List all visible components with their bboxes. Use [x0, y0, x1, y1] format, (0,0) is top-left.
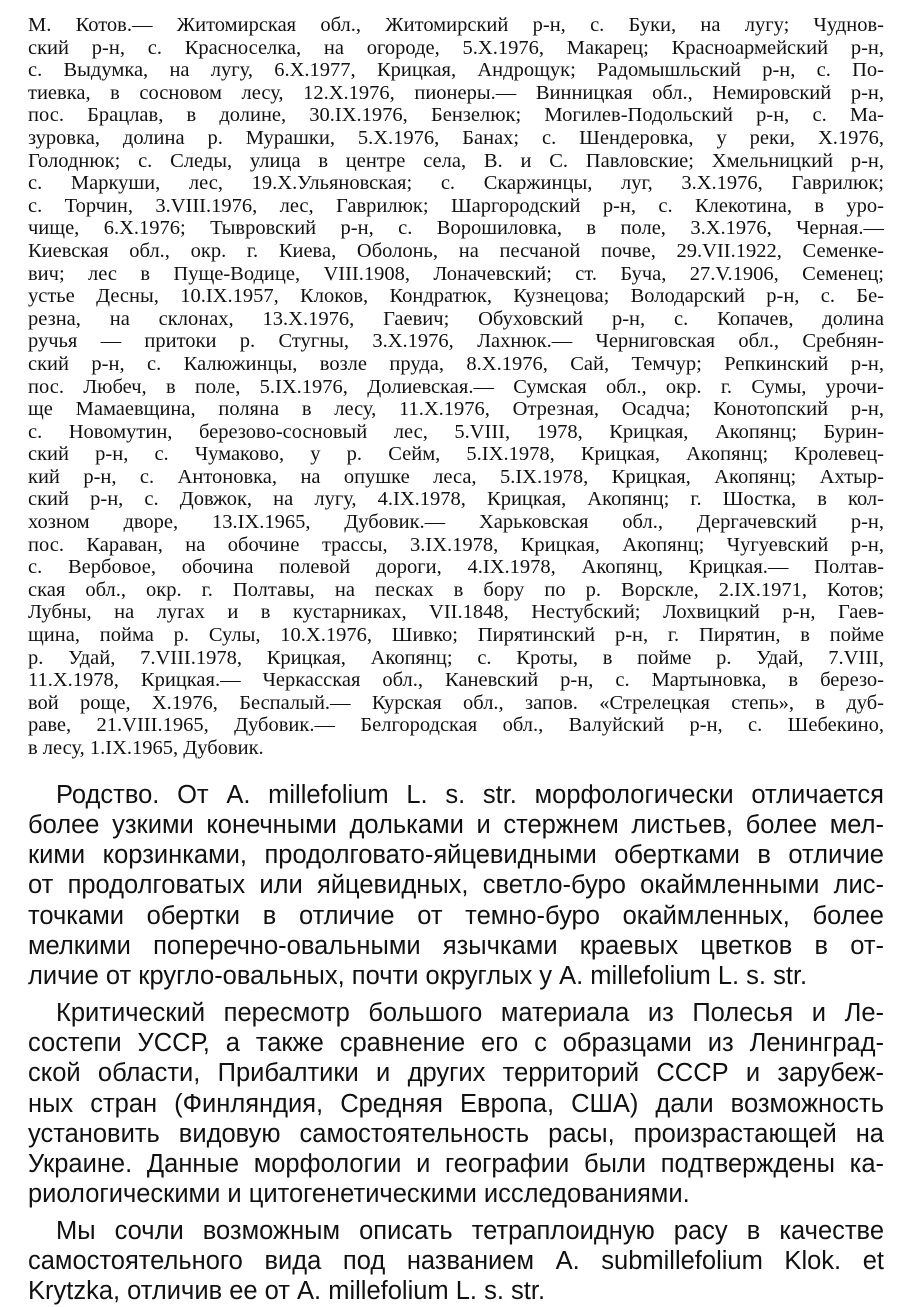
paragraph-line: состепи УССР, а также сравнение его с образцами из Ленинград- [28, 1028, 884, 1057]
localities-line: вич; лес в Пуще-Водице, VIII.1908, Лоначевский; ст. Буча, 27.V.1906, Семенец; [28, 262, 884, 285]
paragraph-line: Украине. Данные морфологии и географии были подтверждены ка- [28, 1150, 884, 1179]
localities-line: Киевская обл., окр. г. Киева, Оболонь, на песчаной почве, 29.VII.1922, Семенке- [28, 239, 884, 262]
localities-line: пос. Караван, на обочине трассы, 3.IX.1978, Крицкая, Акопянц; Чугуевский р-н, [28, 533, 884, 556]
localities-line: с. Маркуши, лес, 19.X.Ульяновская; с. Скаржинцы, луг, 3.X.1976, Гаврилюк; [28, 172, 884, 195]
localities-line: устье Десны, 10.IX.1957, Клоков, Кондратюк, Кузнецова; Володарский р-н, с. Бе- [28, 285, 884, 308]
paragraph-line: более узкими конечными дольками и стержнем листьев, более мел- [28, 810, 884, 839]
localities-line: тиевка, в сосновом лесу, 12.X.1976, пионеры.— Винницкая обл., Немировский р-н, [28, 81, 884, 104]
localities-line: ще Мамаевщина, поляна в лесу, 11.X.1976, Отрезная, Осадча; Конотопский р-н, [28, 398, 884, 421]
localities-line: с. Выдумка, на лугу, 6.X.1977, Крицкая, Андрощук; Радомышльский р-н, с. По- [28, 59, 884, 82]
localities-line: щина, пойма р. Сулы, 10.X.1976, Шивко; Пирятинский р-н, г. Пирятин, в пойме [28, 624, 884, 647]
paragraph-line: Мы сочли возможным описать тетраплоидную расу в качестве [56, 1216, 884, 1245]
localities-line: пос. Брацлав, в долине, 30.IX.1976, Бензелюк; Могилев-Подольский р-н, с. Ма- [28, 104, 884, 127]
localities-line: Голоднюк; с. Следы, улица в центре села, В. и С. Павловские; Хмельницкий р-н, [28, 149, 884, 172]
kinship-paragraph [28, 780, 884, 992]
localities-line: кий р-н, с. Антоновка, на опушке леса, 5.IX.1978, Крицкая, Акопянц; Ахтыр- [28, 465, 884, 488]
paragraph-line: мелкими поперечно-овальными язычками краевых цветков в от- [28, 932, 884, 961]
paragraph-line: риологическими и цитогенетическими исследованиями. [28, 1180, 690, 1209]
localities-line: 11.X.1978, Крицкая.— Черкасская обл., Каневский р-н, с. Мартыновка, в березо- [28, 669, 884, 692]
localities-line: пос. Любеч, в поле, 5.IX.1976, Долиевская.— Сумская обл., окр. г. Сумы, урочи- [28, 375, 884, 398]
localities-line: зуровка, долина р. Мурашки, 5.X.1976, Банах; с. Шендеровка, у реки, X.1976, [28, 126, 884, 149]
paragraph-line: личие от кругло-овальных, почти округлых у A. millefolium L. s. str. [28, 962, 808, 991]
paragraph-line: Родство. От A. millefolium L. s. str. морфологически отличается [56, 780, 884, 809]
paragraph-line: точками обертки в отличие от темно-буро окаймленных, более [28, 901, 884, 930]
localities-line: раве, 21.VIII.1965, Дубовик.— Белгородская обл., Валуйский р-н, с. Шебекино, [28, 714, 884, 737]
localities-line: Лубны, на лугах и в кустарниках, VII.1848, Нестубский; Лохвицкий р-н, Гаев- [28, 601, 884, 624]
localities-line: с. Торчин, 3.VIII.1976, лес, Гаврилюк; Шаргородский р-н, с. Клекотина, в уро- [28, 194, 884, 217]
localities-line: ский р-н, с. Довжок, на лугу, 4.IX.1978, Крицкая, Акопянц; г. Шостка, в кол- [28, 488, 884, 511]
localities-list [28, 14, 884, 760]
paragraph-line: ской области, Прибалтики и других территорий СССР и зарубеж- [28, 1059, 884, 1088]
localities-line: вой роще, X.1976, Беспалый.— Курская обл., запов. «Стрелецкая степь», в дуб- [28, 691, 884, 714]
paragraph-line: кими корзинками, продолговато-яйцевидными обертками в отличие [28, 841, 884, 870]
localities-line: с. Новомутин, березово-сосновый лес, 5.VIII, 1978, Крицкая, Акопянц; Бурин- [28, 420, 884, 443]
localities-line: с. Вербовое, обочина полевой дороги, 4.IX.1978, Акопянц, Крицкая.— Полтав- [28, 556, 884, 579]
species-description-paragraph [28, 1216, 884, 1307]
localities-line: в лесу, 1.IX.1965, Дубовик. [28, 737, 264, 759]
critical-review-paragraph [28, 998, 884, 1210]
localities-line: чище, 6.X.1976; Тывровский р-н, с. Ворошиловка, в поле, 3.X.1976, Черная.— [28, 217, 884, 240]
localities-line: М. Котов.— Житомирская обл., Житомирский р-н, с. Буки, на лугу; Чуднов- [28, 14, 884, 36]
localities-line: хозном дворе, 13.IX.1965, Дубовик.— Харьковская обл., Дергачевский р-н, [28, 511, 884, 534]
localities-line: ручья — притоки р. Стугны, 3.X.1976, Лахнюк.— Черниговская обл., Сребнян- [28, 330, 884, 353]
localities-line: р. Удай, 7.VIII.1978, Крицкая, Акопянц; с. Кроты, в пойме р. Удай, 7.VIII, [28, 646, 884, 669]
localities-line: ская обл., окр. г. Полтавы, на песках в бору по р. Ворскле, 2.IX.1971, Котов; [28, 578, 884, 601]
paragraph-line: Krytzka, отличив ее от A. millefolium L. s. str. [28, 1277, 546, 1306]
localities-line: ский р-н, с. Калюжинцы, возле пруда, 8.X.1976, Сай, Темчур; Репкинский р-н, [28, 352, 884, 375]
paragraph-line: установить видовую самостоятельность расы, произрастающей на [28, 1119, 884, 1148]
localities-line: ский р-н, с. Красноселка, на огороде, 5.X.1976, Макарец; Красноармейский р-н, [28, 36, 884, 59]
paragraph-line: от продолговатых или яйцевидных, светло-буро окаймленными лис- [28, 871, 884, 900]
paragraph-line: ных стран (Финляндия, Средняя Европа, США) дали возможность [28, 1089, 884, 1118]
localities-line: ский р-н, с. Чумаково, у р. Сейм, 5.IX.1978, Крицкая, Акопянц; Кролевец- [28, 443, 884, 466]
paragraph-line: Критический пересмотр большого материала из Полесья и Ле- [56, 998, 884, 1027]
localities-line: резна, на склонах, 13.X.1976, Гаевич; Обуховский р-н, с. Копачев, долина [28, 307, 884, 330]
paragraph-line: самостоятельного вида под названием A. submillefolium Klok. et [28, 1247, 884, 1276]
